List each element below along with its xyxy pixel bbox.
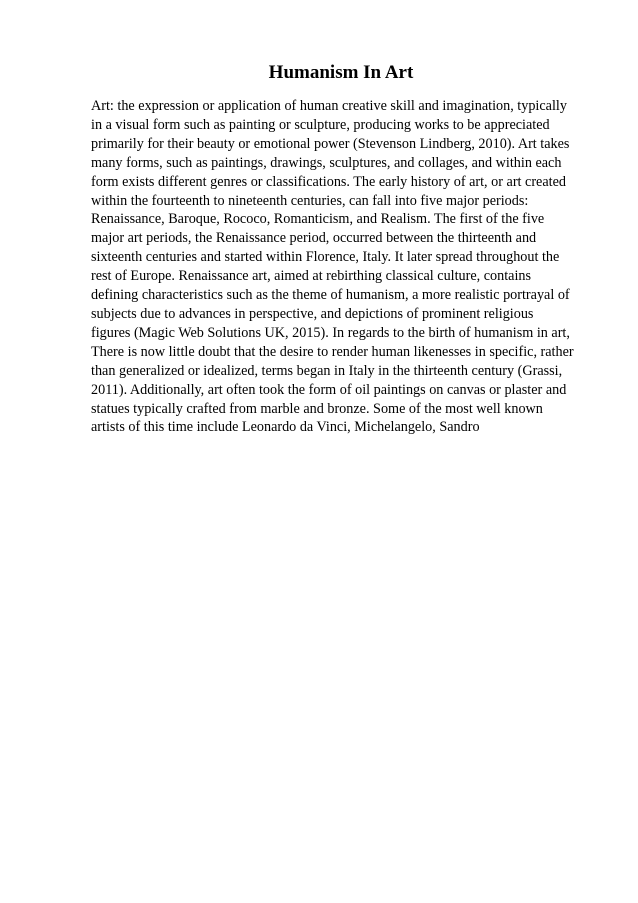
text-line: within the fourteenth to nineteenth centuries, can fall into five major periods: [91, 192, 529, 209]
text-line: than generalized or idealized, terms began in Italy in the thirteenth century (Grassi, [91, 362, 563, 379]
text-line: statues typically crafted from marble and bronze. Some of the most well known [91, 400, 543, 417]
text-line: many forms, such as paintings, drawings, sculptures, and collages, and within each [91, 154, 562, 171]
text-line: in a visual form such as painting or sculpture, producing works to be appreciated [91, 116, 550, 133]
text-line: sixteenth centuries and started within Florence, Italy. It later spread throughout the [91, 249, 560, 266]
text-line: artists of this time include Leonardo da Vinci, Michelangelo, Sandro [91, 419, 480, 436]
document-title: Humanism In Art [268, 62, 414, 83]
text-line: Renaissance, Baroque, Rococo, Romanticism, and Realism. The first of the five [91, 211, 545, 228]
body-paragraph [91, 97, 591, 437]
text-line: 2011). Additionally, art often took the form of oil paintings on canvas or plaster and [91, 381, 567, 398]
text-line: major art periods, the Renaissance period, occurred between the thirteenth and [91, 230, 537, 247]
text-line: form exists different genres or classifications. The early history of art, or art created [91, 173, 566, 190]
text-line: primarily for their beauty or emotional power (Stevenson Lindberg, 2010). Art takes [91, 135, 570, 152]
text-line: Art: the expression or application of human creative skill and imagination, typically [91, 98, 567, 114]
text-line: There is now little doubt that the desire to render human likenesses in specific, rather [91, 343, 574, 360]
text-line: defining characteristics such as the theme of humanism, a more realistic portrayal of [91, 287, 570, 304]
text-line: rest of Europe. Renaissance art, aimed at rebirthing classical culture, contains [91, 268, 532, 285]
text-line: figures (Magic Web Solutions UK, 2015). In regards to the birth of humanism in art, [91, 324, 570, 341]
text-line: subjects due to advances in perspective, and depictions of prominent religious [91, 305, 534, 322]
